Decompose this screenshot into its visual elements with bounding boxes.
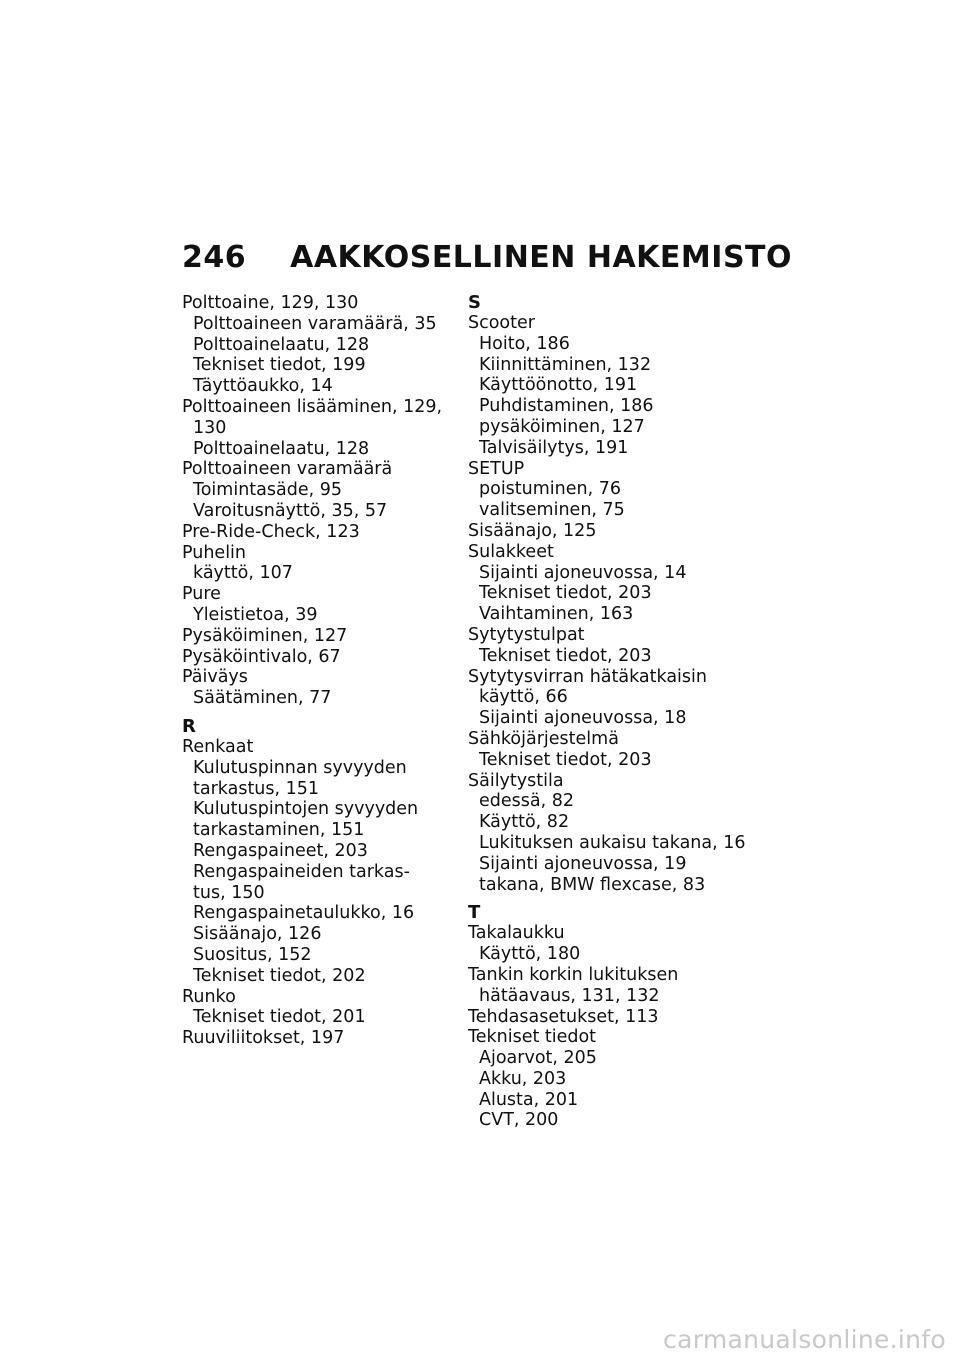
index-entry: Polttoaineen lisääminen, 129, [182,396,443,417]
index-subentry: Sijainti ajoneuvossa, 14 [479,562,687,583]
index-subentry: tarkastus, 151 [193,778,320,799]
index-column-left [182,293,472,1049]
index-subentry: Rengaspainetaulukko, 16 [193,903,415,924]
index-subentry: Käyttöönotto, 191 [479,375,638,396]
index-subentry: Rengaspaineet, 203 [193,840,368,861]
page-header [182,240,792,275]
index-subentry: 130 [193,417,227,438]
index-subentry: Tekniset tiedot, 203 [479,583,652,604]
index-subentry: Säätäminen, 77 [193,688,332,709]
index-subentry: Tekniset tiedot, 199 [193,355,366,376]
index-subentry: Vaihtaminen, 163 [479,604,634,625]
index-entry: Pysäköintivalo, 67 [182,646,341,667]
index-subentry: tarkastaminen, 151 [193,820,365,841]
page-number: 246 [182,240,247,275]
index-subentry: Rengaspaineiden tarkas- [193,861,410,882]
index-subentry: Tekniset tiedot, 201 [193,1007,366,1028]
index-entry: Sähköjärjestelmä [468,728,619,749]
index-subentry: Polttoainelaatu, 128 [193,438,370,459]
index-entry: SETUP [468,458,525,479]
index-entry: Renkaat [182,736,254,757]
index-subentry: Toimintasäde, 95 [193,480,342,501]
index-entry: Säilytystila [468,770,564,791]
index-subentry: tus, 150 [193,882,265,903]
index-subentry: pysäköiminen, 127 [479,416,645,437]
index-subentry: Tekniset tiedot, 203 [479,749,652,770]
index-subentry: CVT, 200 [479,1110,559,1131]
index-subentry: takana, BMW flexcase, 83 [479,874,706,895]
index-subentry: Polttoaineen varamäärä, 35 [193,313,437,334]
index-subentry: Polttoainelaatu, 128 [193,334,370,355]
index-entry: Sulakkeet [468,541,554,562]
index-letter-heading: S [468,292,481,313]
index-letter-heading: T [468,902,481,924]
index-subentry: Alusta, 201 [479,1089,579,1110]
watermark: carmanualsonline.info [663,1325,946,1354]
index-letter-heading: R [182,715,196,737]
index-entry: Pysäköiminen, 127 [182,625,348,646]
index-entry: Runko [182,986,236,1007]
index-subentry: edessä, 82 [479,791,574,812]
index-subentry: käyttö, 107 [193,563,293,584]
index-subentry: poistuminen, 76 [479,479,621,500]
index-subentry: Käyttö, 82 [479,812,570,833]
index-subentry: Yleistietoa, 39 [193,604,318,625]
index-entry: Takalaukku [468,923,565,944]
index-entry: Päiväys [182,667,248,688]
index-entry: Puhelin [182,542,247,563]
index-entry: Tekniset tiedot [468,1027,597,1048]
index-subentry: Lukituksen aukaisu takana, 16 [479,832,746,853]
index-subentry: Hoito, 186 [479,333,570,354]
index-entry: Polttoaineen varamäärä [182,459,393,480]
index-entry: Tehdasasetukset, 113 [468,1006,659,1027]
index-subentry: käyttö, 66 [479,687,568,708]
index-subentry: Kulutuspinnan syvyyden [193,757,407,778]
index-subentry: Ajoarvot, 205 [479,1048,597,1069]
index-entry: Sisäänajo, 125 [468,520,597,541]
index-subentry: valitseminen, 75 [479,500,625,521]
index-subentry: hätäavaus, 131, 132 [479,985,660,1006]
index-entry: Pre-Ride-Check, 123 [182,521,360,542]
index-entry: Scooter [468,313,535,333]
index-column-right [468,293,758,1131]
index-subentry: Tekniset tiedot, 202 [193,965,366,986]
index-subentry: Sijainti ajoneuvossa, 18 [479,708,687,729]
index-subentry: Tekniset tiedot, 203 [479,645,652,666]
index-subentry: Akku, 203 [479,1068,567,1089]
index-entry: Sytytystulpat [468,624,585,645]
index-entry: Tankin korkin lukituksen [468,964,679,985]
index-subentry: Suositus, 152 [193,944,312,965]
index-subentry: Käyttö, 180 [479,944,581,965]
index-subentry: Kulutuspintojen syvyyden [193,799,419,820]
index-subentry: Varoitusnäyttö, 35, 57 [193,500,388,521]
index-entry: Ruuviliitokset, 197 [182,1028,345,1049]
index-entry: Sytytysvirran hätäkatkaisin [468,666,707,687]
index-subentry: Puhdistaminen, 186 [479,396,654,417]
index-subentry: Täyttöaukko, 14 [193,376,333,397]
page-title: AAKKOSELLINEN HAKEMISTO [290,240,793,275]
index-subentry: Kiinnittäminen, 132 [479,354,652,375]
index-entry: Pure [182,584,221,605]
index-subentry: Talvisäilytys, 191 [479,437,629,458]
index-subentry: Sijainti ajoneuvossa, 19 [479,853,687,874]
index-entry: Polttoaine, 129, 130 [182,293,359,313]
index-subentry: Sisäänajo, 126 [193,924,322,945]
